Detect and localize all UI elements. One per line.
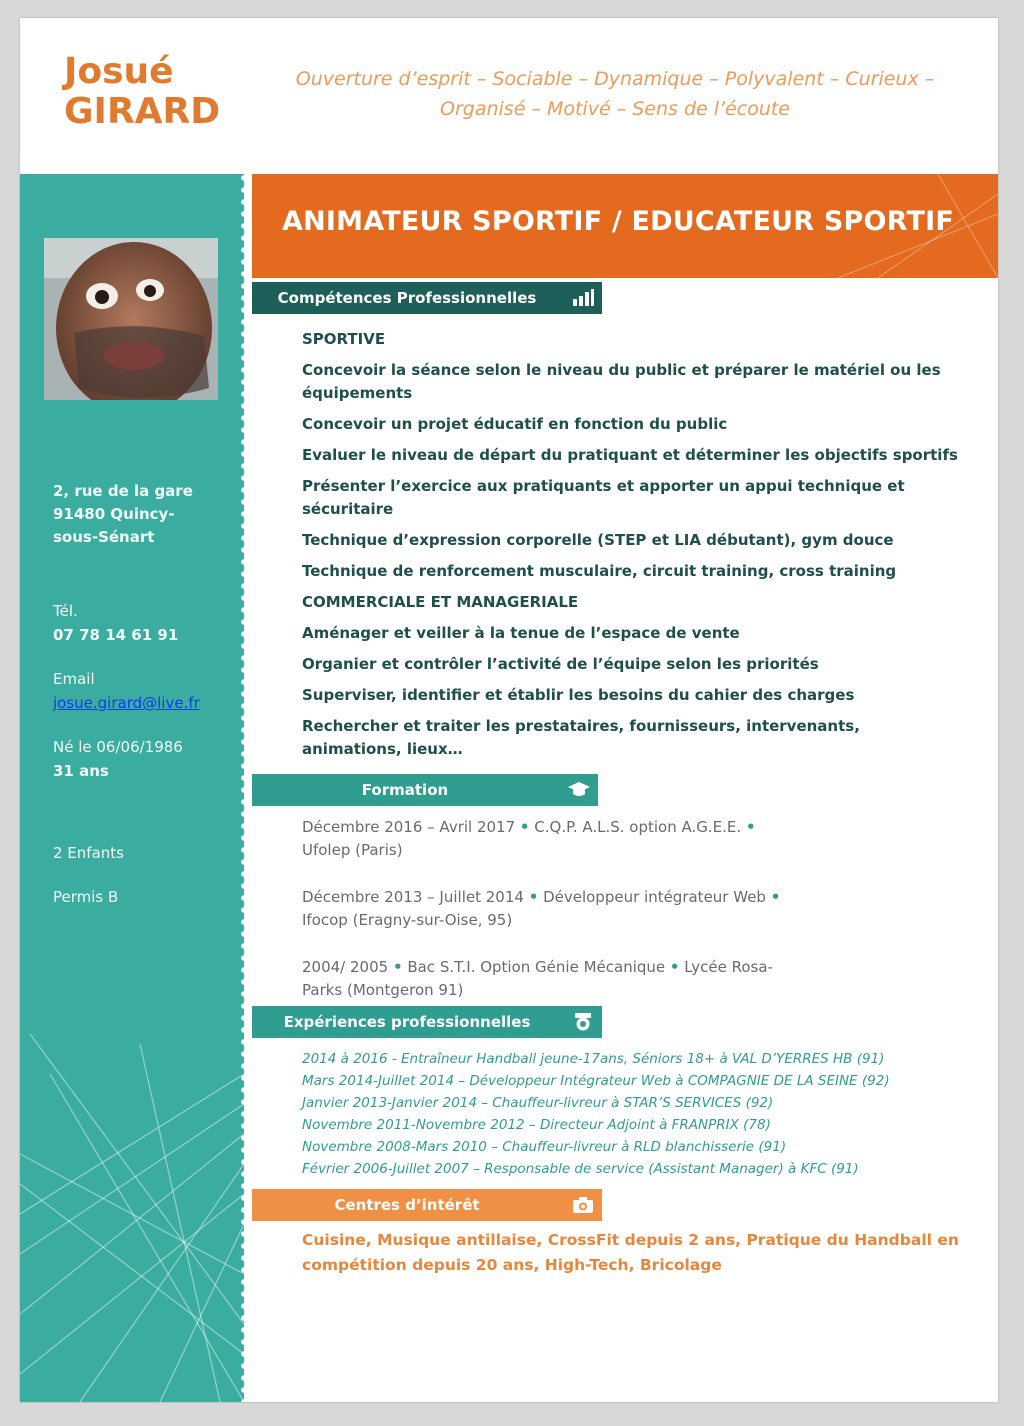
separator-dot: •: [528, 888, 539, 906]
separator-dot: •: [770, 888, 781, 906]
competence-item: Concevoir la séance selon le niveau du public et préparer le matériel ou les équipements: [302, 361, 941, 402]
competence-heading-commerciale: COMMERCIALE ET MANAGERIALE: [302, 593, 579, 611]
badge-icon: [572, 1013, 594, 1031]
competence-item: Organier et contrôler l’activité de l’équipe selon les priorités: [302, 655, 819, 673]
formation-item: [302, 956, 782, 1002]
competence-item: Aménager et veiller à la tenue de l’espace de vente: [302, 624, 740, 642]
formation-place: Lycée Rosa-Parks (Montgeron 91): [302, 958, 773, 999]
separator-dot: •: [519, 818, 530, 836]
section-experiences-label: Expériences professionnelles: [283, 1013, 531, 1031]
section-experiences: [252, 1006, 602, 1038]
competence-item: Rechercher et traiter les prestataires, fournisseurs, intervenants, animations, lieux…: [302, 717, 860, 758]
interests-text: Cuisine, Musique antillaise, CrossFit depuis 2 ans, Pratique du Handball en compétition depuis 20 ans, High-Tech, Bricolage: [302, 1231, 959, 1274]
tagline-line-2: Organisé – Motivé – Sens de l’écoute: [440, 98, 790, 120]
email-link[interactable]: josue.girard@live.fr: [53, 694, 200, 712]
experience-item: 2014 à 2016 - Entraîneur Handball jeune-17ans, Séniors 18+ à VAL D’YERRES HB (91): [302, 1051, 885, 1067]
age: 31 ans: [53, 762, 109, 780]
formation-date: 2004/ 2005: [302, 958, 389, 976]
experience-item: Janvier 2013-Janvier 2014 – Chauffeur-livreur à STAR’S SERVICES (92): [302, 1095, 774, 1111]
experience-item: Novembre 2008-Mars 2010 – Chauffeur-livreur à RLD blanchisserie (91): [302, 1139, 787, 1155]
competence-item: Superviser, identifier et établir les besoins du cahier des charges: [302, 686, 855, 704]
tagline: [270, 64, 960, 124]
email-value-container: [53, 692, 200, 715]
address-line-3: sous-Sénart: [53, 528, 155, 546]
job-title-band: [252, 174, 998, 278]
competence-item: Technique de renforcement musculaire, circuit training, cross training: [302, 562, 897, 580]
bar-chart-icon: [572, 289, 594, 307]
competence-item: Evaluer le niveau de départ du pratiquant et déterminer les objectifs sportifs: [302, 446, 958, 464]
driving-license: Permis B: [53, 888, 119, 906]
address-line-2: 91480 Quincy-: [53, 505, 175, 523]
last-name: GIRARD: [64, 91, 221, 132]
address-line-1: 2, rue de la gare: [53, 482, 193, 500]
formation-item: [302, 886, 782, 932]
address: [53, 480, 193, 549]
experience-item: Novembre 2011-Novembre 2012 – Directeur Adjoint à FRANPRIX (78): [302, 1117, 771, 1133]
competence-item: Technique d’expression corporelle (STEP et LIA débutant), gym douce: [302, 531, 894, 549]
phone-label: Tél.: [53, 602, 78, 620]
section-interets: [252, 1189, 602, 1221]
children: 2 Enfants: [53, 844, 124, 862]
interests: [302, 1228, 962, 1278]
experience-item: Mars 2014-Juillet 2014 – Développeur Intégrateur Web à COMPAGNIE DE LA SEINE (92): [302, 1073, 890, 1089]
phone-value: 07 78 14 61 91: [53, 626, 179, 644]
formation-date: Décembre 2013 – Juillet 2014: [302, 888, 524, 906]
competence-heading-sportive: SPORTIVE: [302, 330, 386, 348]
formation-item: [302, 816, 782, 862]
separator-dot: •: [669, 958, 680, 976]
formation-title: Développeur intégrateur Web: [543, 888, 766, 906]
formation-list: [302, 816, 962, 1026]
section-interets-label: Centres d’intérêt: [334, 1196, 480, 1214]
profile-photo: [44, 238, 218, 400]
formation-title: C.Q.P. A.L.S. option A.G.E.E.: [534, 818, 742, 836]
section-formation: [252, 774, 598, 806]
formation-title: Bac S.T.I. Option Génie Mécanique: [407, 958, 666, 976]
candidate-name: [64, 52, 220, 132]
competence-item: Présenter l’exercice aux pratiquants et apporter un appui technique et sécuritaire: [302, 477, 905, 518]
tagline-line-1: Ouverture d’esprit – Sociable – Dynamique – Polyvalent – Curieux –: [295, 68, 935, 90]
camera-icon: [572, 1196, 594, 1214]
birth-date: Né le 06/06/1986: [53, 738, 183, 756]
section-competences-label: Compétences Professionnelles: [277, 289, 537, 307]
first-name: Josué: [64, 51, 174, 92]
experience-item: Février 2006-Juillet 2007 – Responsable de service (Assistant Manager) à KFC (91): [302, 1161, 859, 1177]
job-title: ANIMATEUR SPORTIF / EDUCATEUR SPORTIF: [282, 206, 954, 237]
formation-place: Ufolep (Paris): [302, 841, 403, 859]
graduation-cap-icon: [568, 781, 590, 799]
experiences-list: [302, 1048, 962, 1180]
competences-list: [302, 328, 962, 769]
section-formation-label: Formation: [361, 781, 449, 799]
section-competences: [252, 282, 602, 314]
email-label: Email: [53, 670, 95, 688]
separator-dot: •: [745, 818, 756, 836]
perforated-edge: [240, 174, 248, 1402]
formation-place: Ifocop (Eragny-sur-Oise, 95): [302, 911, 513, 929]
formation-date: Décembre 2016 – Avril 2017: [302, 818, 516, 836]
competence-item: Concevoir un projet éducatif en fonction du public: [302, 415, 728, 433]
separator-dot: •: [392, 958, 403, 976]
resume-page: [20, 18, 998, 1402]
